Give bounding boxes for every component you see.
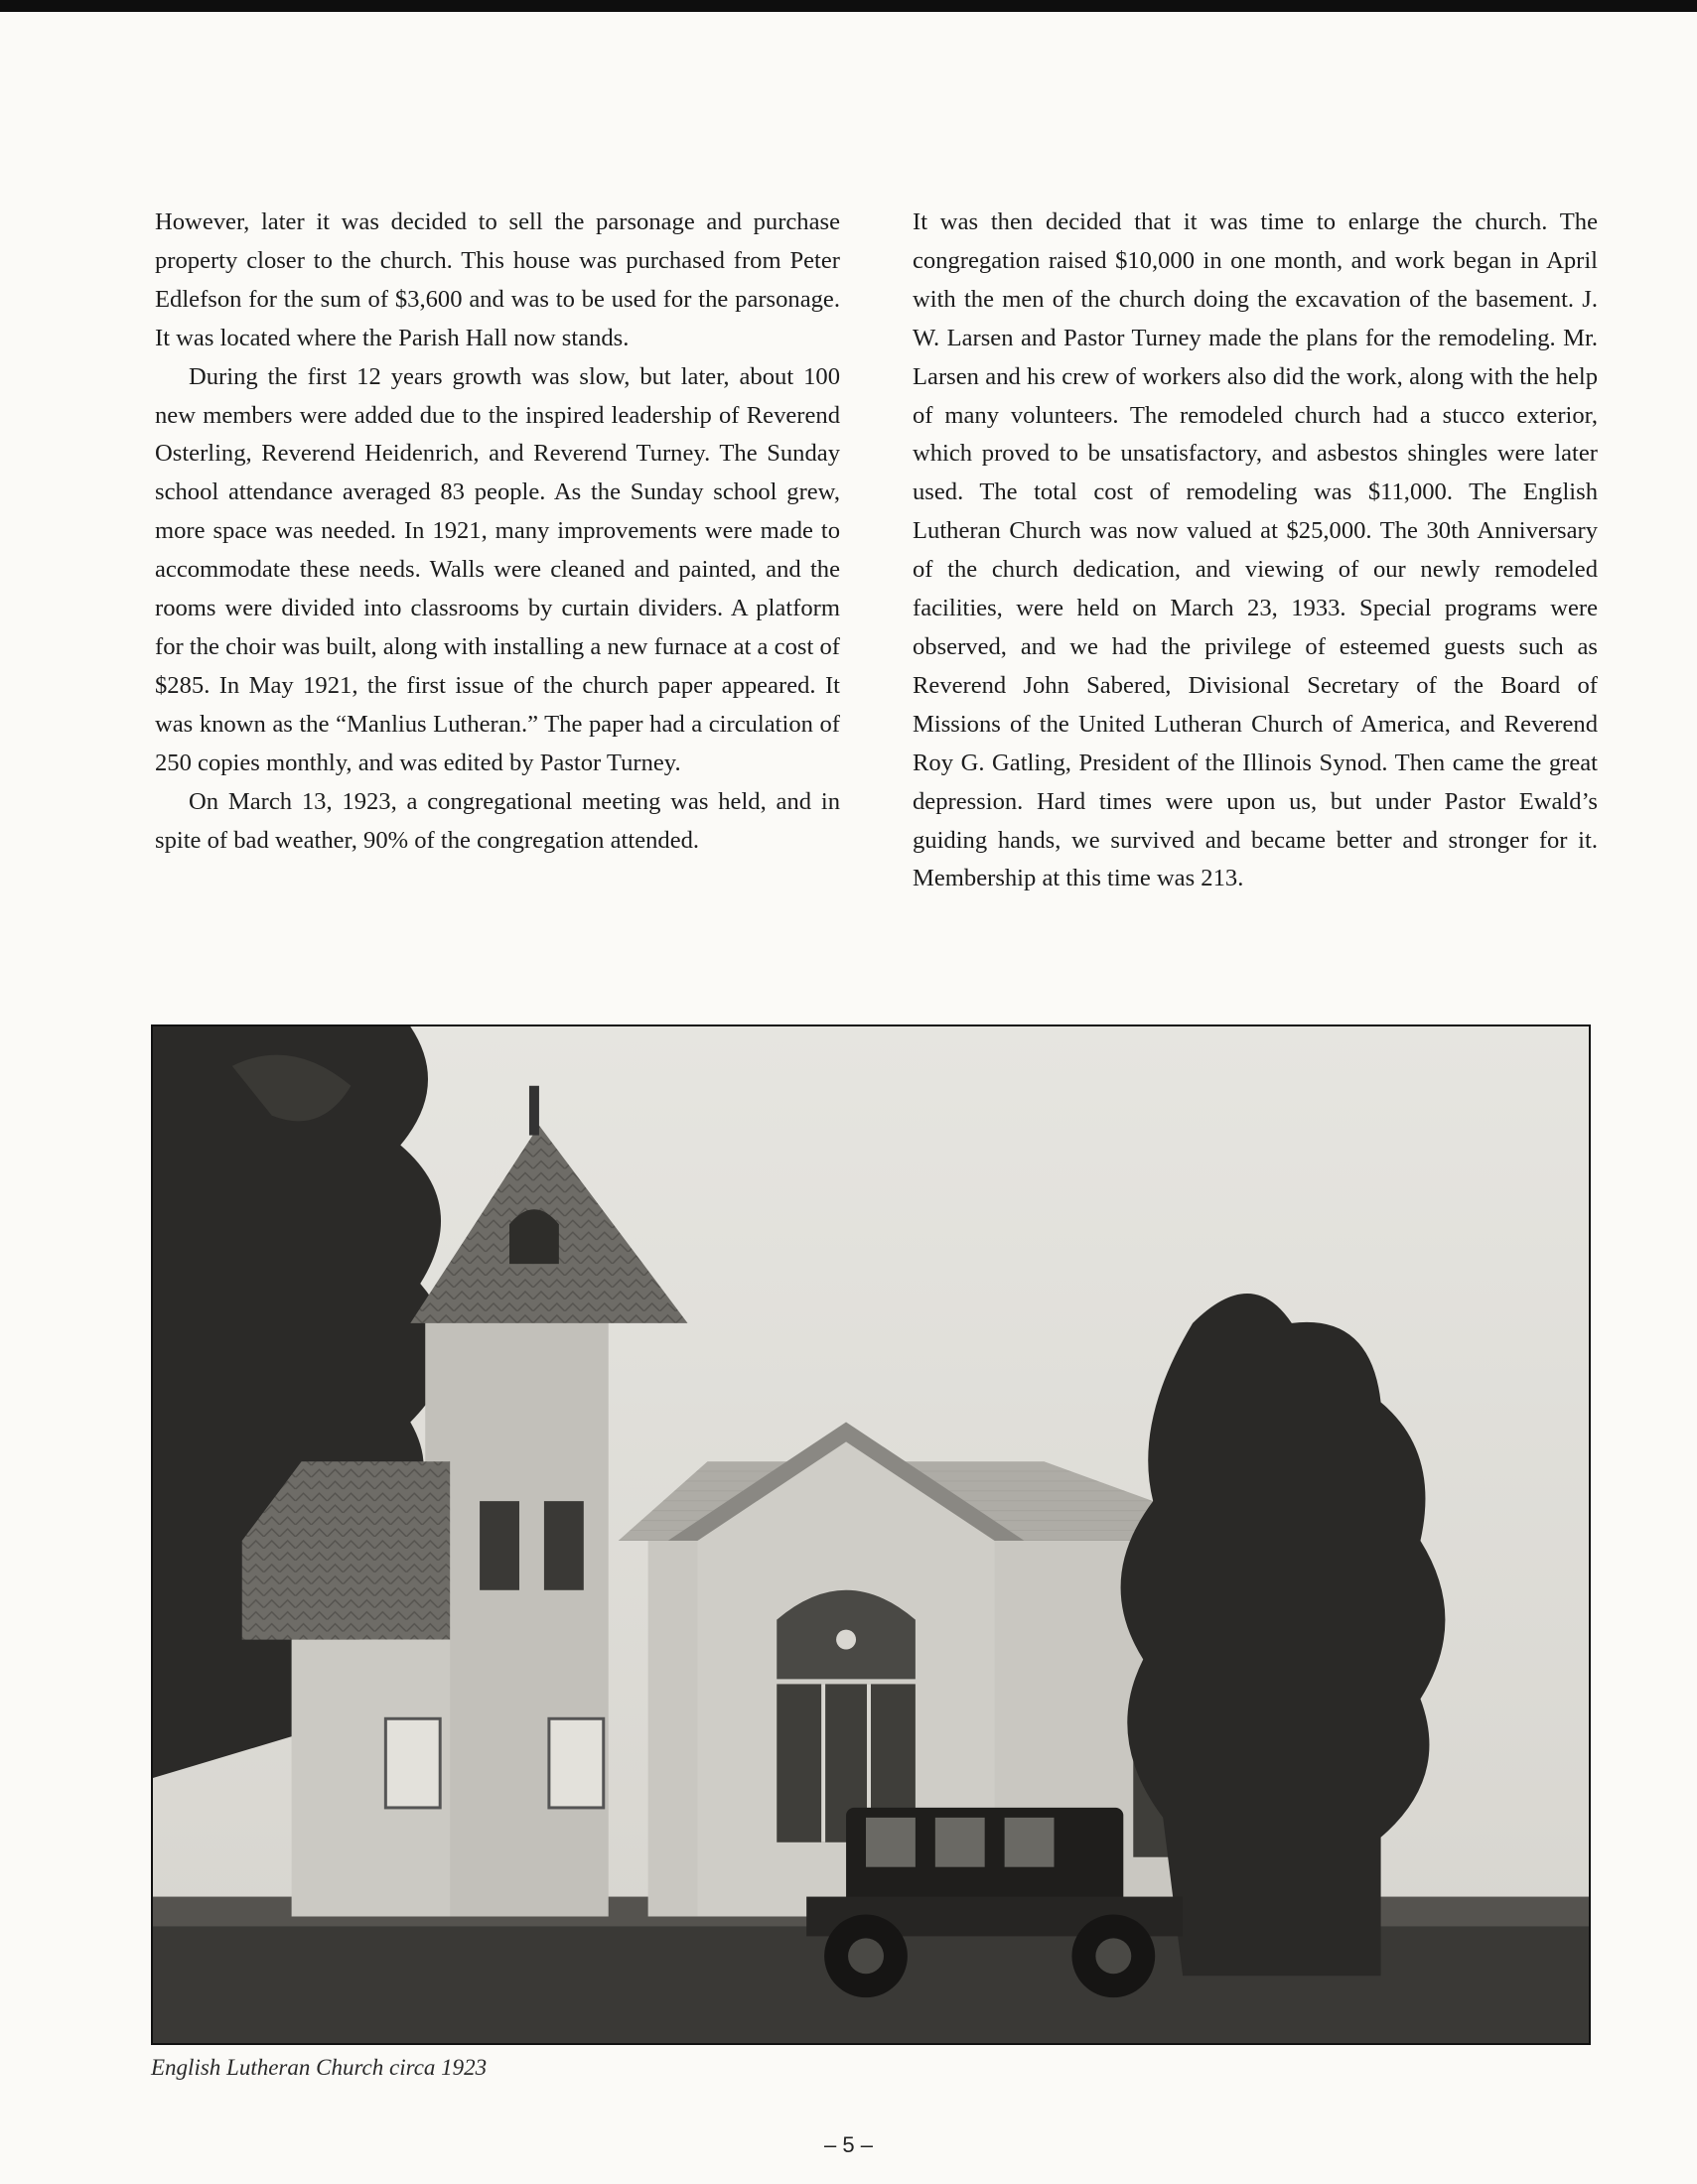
left-column (155, 204, 840, 988)
page-number: – 5 – (824, 2132, 873, 2157)
photo-caption: English Lutheran Church circa 1923 (151, 2055, 488, 2080)
scan-edge (0, 0, 1697, 12)
church-photo-illustration (153, 1026, 1589, 2043)
article-body (155, 204, 1598, 988)
church-photo (151, 1024, 1591, 2045)
paragraph: However, later it was decided to sell the parsonage and purchase property closer to the church. This house was purchased from Peter Edlefson for the sum of $3,600 and was to be used for the parsonage. It was located where the Parish Hall now stands. (155, 208, 840, 351)
paragraph: It was then decided that it was time to enlarge the church. The congregation raised $10,000 in one month, and work began in April with the men of the church doing the excavation of the basement. J. W. Larsen and Pastor Turney made the plans for the remodeling. Mr. Larsen and his crew of workers also did the work, along with the help of many volunteers. The remodeled church had a stucco exterior, which proved to be unsatisfactory, and asbestos shingles were later used. The total cost of remodeling was $11,000. The English Lutheran Church was now valued at $25,000. The 30th Anniversary of the church dedication, and viewing of our newly remodeled facilities, were held on March 23, 1933. Special programs were observed, and we had the privilege of esteemed guests such as Reverend John Sabered, Divisional Secretary of the Board of Missions of the United Lutheran Church of America, and Reverend Roy G. Gatling, President of the Illinois Synod. Then came the great depression. Hard times were upon us, but under Pastor Ewald’s guiding hands, we survived and became better and stronger for it. Membership at this time was 213. (913, 208, 1598, 892)
paragraph: During the first 12 years growth was slow, but later, about 100 new members were added due to the inspired leadership of Reverend Osterling, Reverend Heidenrich, and Reverend Turney. The Sunday school attendance averaged 83 people. As the Sunday school grew, more space was needed. In 1921, many improvements were made to accommodate these needs. Walls were cleaned and painted, and the rooms were divided into classrooms by curtain dividers. A platform for the choir was built, along with installing a new furnace at a cost of $285. In May 1921, the first issue of the church paper appeared. It was known as the “Manlius Lutheran.” The paper had a circulation of 250 copies monthly, and was edited by Pastor Turney. (155, 362, 840, 776)
paragraph: On March 13, 1923, a congregational meeting was held, and in spite of bad weather, 90% of the congregation attended. (155, 787, 840, 854)
right-column (913, 204, 1598, 988)
